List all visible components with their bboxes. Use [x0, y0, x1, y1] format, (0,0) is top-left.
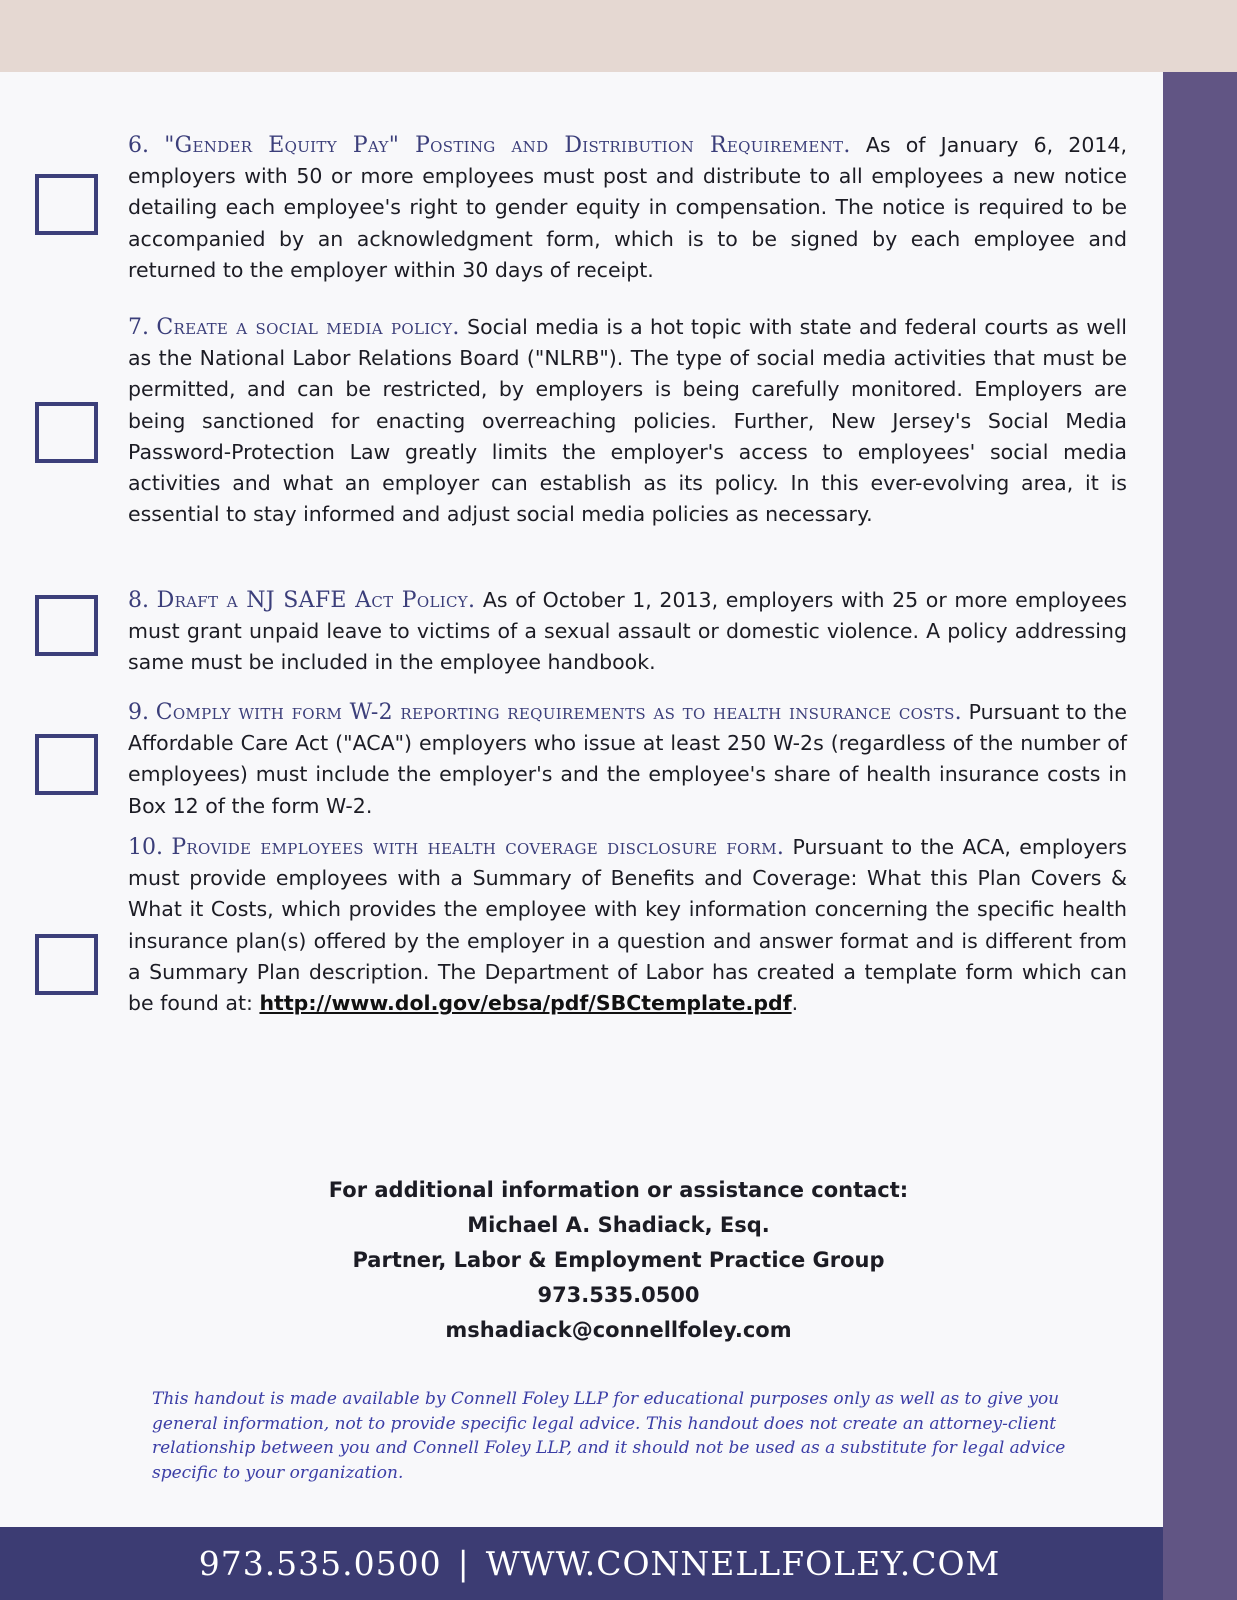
footer-separator: | — [457, 1544, 470, 1583]
contact-block — [0, 1173, 1237, 1348]
item-number: 10. — [128, 835, 163, 860]
item-10 — [128, 832, 1127, 1019]
checkbox-item-9[interactable] — [35, 734, 98, 795]
top-band — [0, 0, 1237, 72]
footer-band — [0, 1527, 1163, 1600]
item-7 — [128, 312, 1127, 530]
item-6 — [128, 130, 1127, 286]
item-body: Pursuant to the Affordable Care Act ("ACA") employers who issue at least 250 W-2s (regardless of the number of employees) must include the employer's and the employee's share of health insurance costs in Box 12 of the form W-2. — [128, 700, 1127, 818]
item-heading: "Gender Equity Pay" Posting and Distribution Requirement. — [164, 133, 851, 158]
checkbox-item-10[interactable] — [35, 934, 98, 995]
contact-name: Michael A. Shadiack, Esq. — [467, 1213, 770, 1237]
contact-phone[interactable]: 973.535.0500 — [537, 1283, 700, 1307]
item-body: As of January 6, 2014, employers with 50 or more employees must post and distribute to all employees a new notice detailing each employee's right to gender equity in compensation. The notice is required to be accompanied by an acknowledgment form, which is to be signed by each employee and returned to the employer within 30 days of receipt. — [128, 133, 1127, 282]
footer-text — [199, 1544, 1001, 1583]
contact-title: Partner, Labor & Employment Practice Group — [352, 1248, 885, 1272]
item-body: Social media is a hot topic with state and federal courts as well as the National Labor Relations Board ("NLRB"). The type of social media activities that must be permitted, and can be restricted, by employers is being carefully monitored. Employers are being sanctioned for enacting overreaching policies. Further, New Jersey's Social Media Password-Protection Law greatly limits the employer's access to employees' social media activities and what an employer can establish as its policy. In this ever-evolving area, it is essential to stay informed and adjust social media policies as necessary. — [128, 315, 1127, 527]
item-body: As of October 1, 2013, employers with 25 or more employees must grant unpaid leave to victims of a sexual assault or domestic violence. A policy addressing same must be included in the employee handbook. — [128, 588, 1127, 675]
item-number: 9. — [128, 700, 149, 725]
item-heading: Create a social media policy. — [156, 315, 460, 340]
contact-intro: For additional information or assistance contact: — [328, 1178, 909, 1202]
checkbox-item-6[interactable] — [35, 174, 98, 235]
footer-website[interactable]: WWW.CONNELLFOLEY.COM — [485, 1544, 1001, 1583]
item-body-end: . — [791, 991, 799, 1016]
checkbox-item-8[interactable] — [35, 595, 98, 656]
item-heading: Provide employees with health coverage disclosure form. — [171, 835, 785, 860]
side-band — [1163, 72, 1237, 1600]
sbc-template-link[interactable]: http://www.dol.gov/ebsa/pdf/SBCtemplate.pdf — [259, 991, 792, 1016]
item-number: 8. — [128, 588, 149, 613]
item-number: 7. — [128, 315, 149, 340]
item-9 — [128, 697, 1127, 822]
checkbox-item-7[interactable] — [35, 402, 98, 463]
contact-email[interactable]: mshadiack@connellfoley.com — [445, 1318, 792, 1342]
item-body: Pursuant to the ACA, employers must provide employees with a Summary of Benefits and Coverage: What this Plan Covers & What it Costs, which provides the employee with key information concerning the specific health insurance plan(s) offered by the employer in a question and answer format and is different from a Summary Plan description. The Department of Labor has created a template form which can be found at: — [128, 835, 1127, 1016]
item-heading: Draft a NJ SAFE Act Policy. — [156, 588, 476, 613]
disclaimer: This handout is made available by Connell Foley LLP for educational purposes only as well as to give you general information, not to provide specific legal advice. This handout does not create an attorney-client relationship between you and Connell Foley LLP, and it should not be used as a substitute for legal advice specific to your organization. — [152, 1389, 1066, 1483]
footer-phone[interactable]: 973.535.0500 — [198, 1544, 442, 1583]
item-number: 6. — [128, 133, 149, 158]
item-8 — [128, 585, 1127, 679]
item-heading: Comply with form W-2 reporting requirements as to health insurance costs. — [155, 700, 962, 725]
